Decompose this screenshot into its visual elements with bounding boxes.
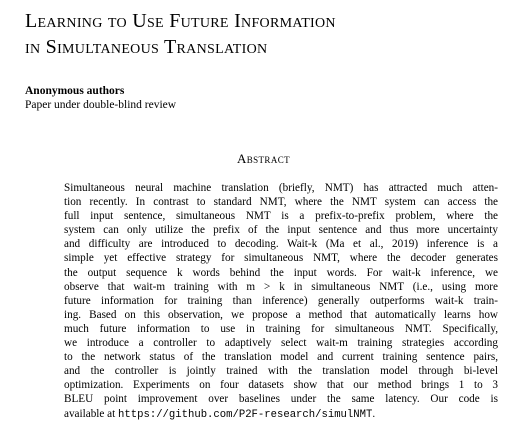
abstract-last-suffix: . xyxy=(372,407,376,420)
abstract-line: observe that wait-m training with m > k in simultaneous NMT (i.e., using more xyxy=(64,280,498,293)
abstract-line: tion recently. In contrast to standard NMT, where the NMT system can access the xyxy=(64,196,498,209)
abstract-heading: Abstract xyxy=(236,151,291,166)
abstract-body xyxy=(64,181,498,422)
abstract-line: the output sequence k words behind the input words. For wait-k inference, we xyxy=(64,266,498,279)
code-url-link[interactable]: https://github.com/P2F-research/simulNMT xyxy=(118,408,373,421)
abstract-line: full input sentence, simultaneous NMT is a prefix-to-prefix problem, where the xyxy=(64,210,498,223)
authors: Anonymous authors xyxy=(25,85,125,97)
title-line-2: in Simultaneous Translation xyxy=(25,36,268,58)
affiliation: Paper under double-blind review xyxy=(25,99,177,111)
abstract-line: BLEU point improvement over baselines under the same latency. Our code is xyxy=(64,393,498,406)
abstract-line: optimization. Experiments on four datasets show that our method brings 1 to 3 xyxy=(64,379,498,392)
abstract-line: system can only utilize the prefix of the input sentence and thus more uncertainty xyxy=(64,224,498,237)
abstract-line: simple yet effective strategy for simultaneous NMT, where the decoder generates xyxy=(64,252,498,265)
abstract-line: future information for training than inference) generally outperforms wait-k train- xyxy=(64,294,498,307)
title-line-1: Learning to Use Future Information xyxy=(25,10,336,32)
abstract-line: much future information to use in training for simultaneous NMT. Specifically, xyxy=(64,322,498,335)
abstract-last-line xyxy=(64,407,498,422)
abstract-line: ing. Based on this observation, we propose a method that automatically learns how xyxy=(64,308,498,321)
abstract-line: we introduce a controller to adaptively select wait-m training strategies according xyxy=(64,337,498,350)
abstract-line: and difficulty are introduced to decoding. Wait-k (Ma et al., 2019) inference is a xyxy=(64,238,498,251)
abstract-line: Simultaneous neural machine translation (briefly, NMT) has attracted much atten- xyxy=(64,182,498,194)
paper-title xyxy=(25,8,505,60)
abstract-line: and the controller is jointly trained with the translation model through bi-level xyxy=(64,365,498,378)
abstract-last-prefix: available at xyxy=(64,407,119,420)
abstract-line: to the network status of the translation model and current training sentence pairs, xyxy=(64,351,498,364)
